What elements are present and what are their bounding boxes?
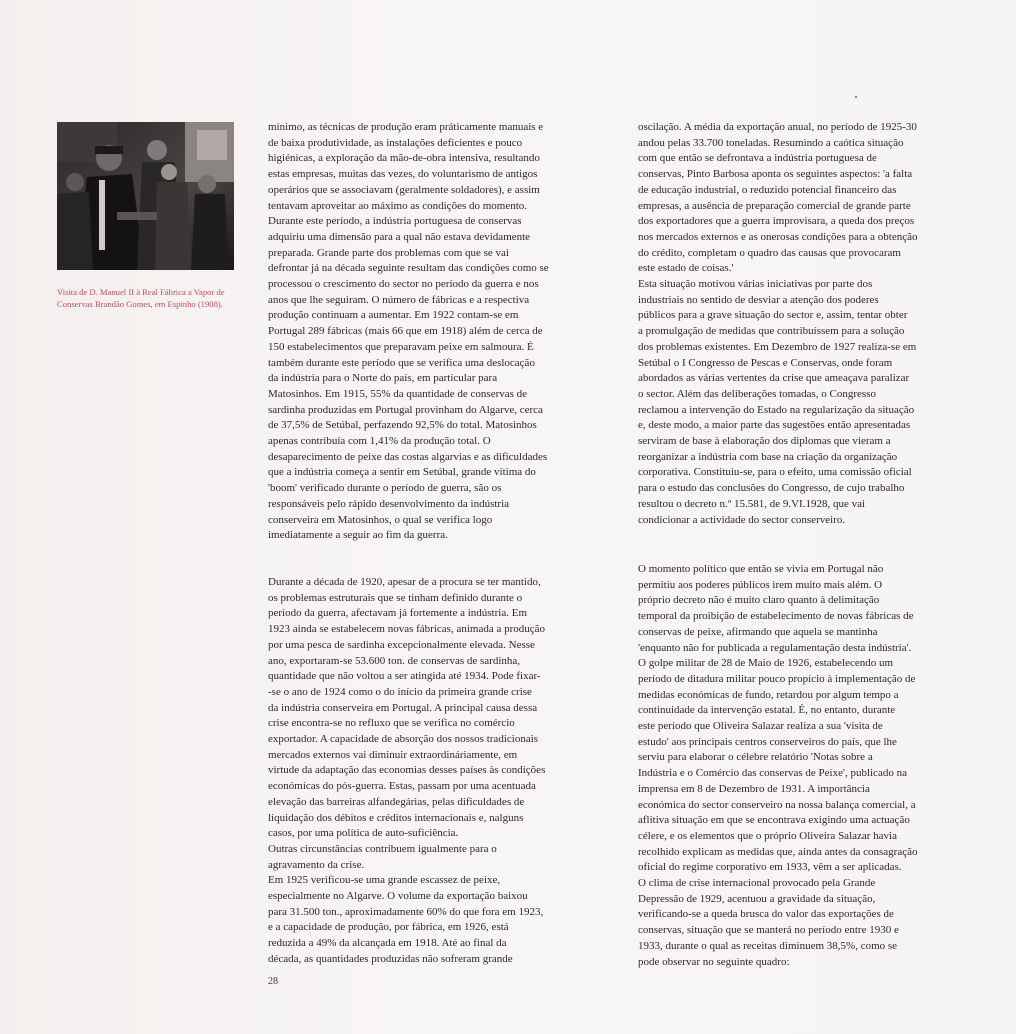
text-line: Esta situação motivou várias iniciativas por parte dos (638, 278, 873, 291)
text-line: permitiu aos poderes públicos irem muito mais além. O (638, 578, 883, 591)
text-line: O golpe militar de 28 de Maio de 1926, estabelecendo um (638, 657, 894, 670)
text-line: de educação industrial, o reduzido potencial financeiro das (638, 183, 897, 196)
text-line: reorganizar a indústria com base na criação da organização (638, 450, 898, 463)
text-line: Outras circunstâncias contribuem igualmente para o (268, 842, 497, 855)
text-line: -se o ano de 1924 como o do início da primeira grande crise (268, 685, 532, 698)
text-line: resultou o decreto n.º 15.581, de 9.VI.1928, que vai (638, 497, 866, 510)
text-line: mínimo, as técnicas de produção eram práticamente manuais e (268, 121, 544, 133)
text-line: económicas do pós-guerra. Estas, passam por uma acentuada (268, 780, 536, 793)
column-2-top-text (638, 120, 986, 528)
text-line: Durante a década de 1920, apesar de a procura se ter mantido, (268, 576, 541, 588)
text-line: e a capacidade de produção, por fábrica, em 1926, está (268, 921, 509, 934)
text-line: por uma pesca de sardinha excepcionalmente elevada. Nesse (268, 638, 535, 651)
text-line: higiénicas, a exploração da mão-de-obra intensiva, resultando (268, 152, 540, 165)
text-line: conservas de peixe, afirmando que aquela se mantinha (638, 625, 878, 638)
text-line: adquiriu uma dimensão para a qual não estava devidamente (268, 230, 531, 243)
text-line: 'boom' verificado durante o período de guerra, são os (268, 482, 502, 495)
text-line: dos problemas existentes. Em Dezembro de 1927 realiza-se em (638, 340, 917, 353)
text-line: pode observar no seguinte quadro: (638, 955, 790, 968)
text-line: verificando-se a queda brusca do valor das exportações de (638, 908, 894, 921)
text-line: ano, exportaram-se 53.600 ton. de conservas de sardinha, (268, 654, 521, 667)
paper-speck (855, 96, 857, 98)
text-line: industriais no sentido de desviar a atenção dos poderes (638, 293, 879, 306)
text-line: Depressão de 1929, acentuou a gravidade da situação, (638, 892, 876, 905)
text-line: de 37,5% de Setúbal, perfazendo 92,5% do total. Matosinhos (268, 419, 537, 432)
text-line: para o estudo das conclusões do Congresso, de cujo trabalho (638, 482, 905, 495)
text-line: exportador. A capacidade de absorção dos nossos tradicionais (268, 733, 539, 746)
text-line: virtude da adaptação das economias desses países às condições (268, 764, 546, 777)
text-line: andou pelas 33.700 toneladas. Resumindo a caótica situação (638, 136, 904, 149)
text-line: elevação das barreiras alfandegárias, pelas dificuldades de (268, 795, 525, 808)
text-line: crise encontra-se no refluxo que se verifica no comércio (268, 717, 515, 730)
text-line: Em 1925 verificou-se uma grande escassez de peixe, (268, 874, 501, 887)
column-2-bottom-text (638, 562, 986, 970)
text-line: Setúbal o I Congresso de Pescas e Conservas, onde foram (638, 356, 893, 369)
text-line: medidas económicas de fundo, retardou por algum tempo a (638, 688, 899, 701)
text-line: produção continuam a aumentar. Em 1922 contam-se em (268, 309, 519, 322)
text-line: e, deste modo, a maior parte das sugestões então apresentadas (638, 419, 911, 432)
text-line: imprensa em 8 de Dezembro de 1931. A importância (638, 782, 870, 795)
text-line: temporal da proibição de estabelecimento de novas fábricas de (638, 610, 914, 623)
text-line: públicos para a grave situação do sector e, assim, tentar obter (638, 309, 908, 322)
text-line: responsáveis pelo rápido desenvolvimento da indústria (268, 497, 510, 510)
text-line: empresas, a ausência de preparação comercial de grande parte (638, 199, 911, 212)
text-line: década, as quantidades produzidas não sofreram grande (268, 952, 513, 965)
text-line: Durante este período, a indústria portuguesa de conservas (268, 215, 522, 228)
text-line: oficial do regime corporativo em 1933, vêm a ser aplicadas. (638, 861, 902, 874)
photo-caption: Visita de D. Manuel II à Real Fábrica a Vapor de Conservas Brandão Gomes, em Espinho (1908). (57, 287, 225, 309)
text-line: Indústria e o Comércio das conservas de Peixe', publicado na (638, 767, 907, 780)
text-line: 'enquanto não for publicada a regulamentação desta indústria'. (638, 641, 912, 654)
text-line: serviu para elaborar o célebre relatório 'Notas sobre a (638, 751, 873, 764)
text-line: 1923 ainda se estabelecem novas fábricas, animada a produção (268, 623, 546, 636)
column-1-bottom-text (268, 575, 613, 968)
text-line: defrontar já na década seguinte resultam das condições como se (268, 262, 549, 275)
text-line: da indústria conserveira em Portugal. A principal causa dessa (268, 701, 538, 714)
text-line: com que então se defrontava a indústria portuguesa de (638, 152, 877, 165)
text-line: imediatamente a seguir ao fim da guerra. (268, 529, 448, 542)
text-line: conserveira em Matosinhos, o qual se verifica logo (268, 513, 493, 526)
text-line: especialmente no Algarve. O volume da exportação baixou (268, 890, 528, 903)
text-line: económica do sector conserveiro na nossa balança comercial, a (638, 798, 916, 811)
text-line: processou o crescimento do sector no período da guerra e nos (268, 278, 539, 291)
text-line: para 31.500 ton., aproximadamente 60% do que fora em 1923, (268, 905, 544, 918)
text-line: reclamou a intervenção do Estado na regularização da situação (638, 403, 915, 416)
text-line: liquidação dos débitos e créditos internacionais e, nalguns (268, 811, 524, 824)
text-line: anos que lhe seguiram. O número de fábricas e a respectiva (268, 293, 530, 306)
text-line: serviram de base à elaboração dos diplomas que vieram a (638, 435, 891, 448)
text-line: este período que Oliveira Salazar realiza a sua 'visita de (638, 720, 883, 733)
text-line: casos, por uma política de auto-suficiência. (268, 827, 459, 840)
text-line: Portugal 289 fábricas (mais 66 que em 1918) além de cerca de (268, 325, 543, 338)
text-line: apenas contribuía com 1,41% da produção total. O (268, 435, 491, 448)
text-line: condicionar a actividade do sector conserveiro. (638, 513, 846, 526)
column-1-top-text (268, 120, 613, 544)
text-line: este estado de coisas.' (638, 262, 734, 275)
text-line: sardinha produzidas em Portugal provinham do Algarve, cerca (268, 403, 543, 416)
text-line: operários que se associavam (geralmente soldadores), e assim (268, 183, 540, 196)
page-number: 28 (268, 976, 278, 987)
text-line: também durante este período que se verifica uma deslocação (268, 356, 535, 369)
text-line: tentavam aproveitar ao máximo as condições do momento. (268, 199, 528, 212)
text-line: estas empresas, muitas das vezes, do voluntarismo de antigos (268, 168, 538, 181)
text-line: desaparecimento de peixe das costas algarvias e as dificuldades (268, 450, 548, 463)
text-line: oscilação. A média da exportação anual, no período de 1925-30 (638, 121, 917, 133)
text-line: 1933, durante o qual as receitas diminuem 38,5%, como se (638, 939, 898, 952)
text-line: mercados externos vai diminuir extraordináriamente, em (268, 748, 518, 761)
text-line: dos exportadores que a guerra improvisara, a queda dos preços (638, 215, 915, 228)
text-line: do crédito, completam o quadro das causas que provocaram (638, 246, 901, 259)
text-line: agravamento da crise. (268, 858, 365, 871)
historical-photo (57, 122, 234, 270)
text-line: preparada. Grande parte dos problemas com que se vai (268, 246, 509, 259)
text-line: O clima de crise internacional provocado pela Grande (638, 877, 876, 890)
text-line: conservas, situação que se manterá no período entre 1930 e (638, 924, 899, 937)
text-line: nos mercados externos e as onerosas condições para a obtenção (638, 230, 918, 243)
text-line: continuidade da intervenção estatal. É, no entanto, durante (638, 704, 896, 717)
text-line: 150 estabelecimentos que preparavam peixe em salmoura. É (268, 340, 534, 353)
text-line: O momento político que então se vivia em Portugal não (638, 563, 884, 575)
text-line: da indústria para o Norte do país, em particular para (268, 372, 498, 385)
text-line: quantidade que não voltou a ser atingida até 1934. Pode fixar- (268, 670, 541, 683)
text-line: Matosinhos. Em 1915, 55% da quantidade de conservas de (268, 387, 528, 400)
text-line: os problemas estruturais que se tinham definido durante o (268, 591, 523, 604)
text-line: abordados as várias vertentes da crise que ameaçava paralizar (638, 372, 910, 385)
text-line: período de ditadura militar pouco propício à implementação de (638, 672, 916, 685)
text-line: o sector. Além das deliberações tomadas, o Congresso (638, 387, 876, 400)
text-line: corporativa. Constituiu-se, para o efeito, uma comissão oficial (638, 466, 912, 479)
text-line: próprio decreto não é muito claro quanto à delimitação (638, 594, 880, 607)
photo-image (57, 122, 234, 270)
text-line: recolhido explicam as medidas que, ainda antes da consagração (638, 845, 918, 858)
text-line: reduzida a 49% da alcançada em 1918. Até ao final da (268, 937, 507, 950)
text-line: aflitiva situação em que se encontrava exigindo uma actuação (638, 814, 910, 827)
text-line: que a indústria começa a sentir em Setúbal, grande vítima do (268, 466, 536, 479)
text-line: estudo' aos principais centros conserveiros do país, que lhe (638, 735, 897, 748)
text-line: célere, e os elementos que o próprio Oliveira Salazar havia (638, 829, 897, 842)
text-line: a promulgação de medidas que contribuíssem para a solução (638, 325, 905, 338)
text-line: de baixa produtividade, as instalações deficientes e pouco (268, 136, 523, 149)
text-line: período da guerra, afectavam já fortemente a indústria. Em (268, 607, 527, 620)
text-line: conservas, Pinto Barbosa aponta os seguintes aspectos: 'a falta (638, 168, 913, 181)
